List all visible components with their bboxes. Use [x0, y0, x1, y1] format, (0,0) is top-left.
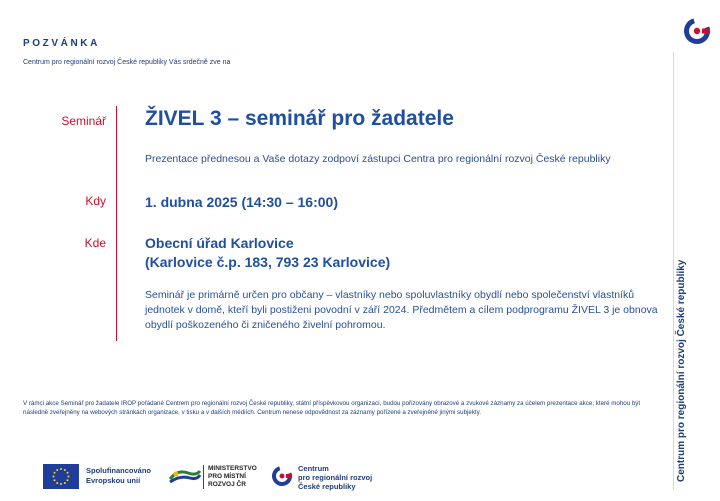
header-title: POZVÁNKA [23, 38, 100, 49]
disclaimer-text: V rámci akce Seminář pro žadatele IROP pořádané Centrem pro regionální rozvoj České republiky, státní příspěvkovou organizací, budou pořizovány obrazové a zvukové záznamy za účelem prezentace akce, které mohou být následně zveřejněny na webových stránkách organizace, v tisku a v dalších médiích. Centrum nenese odpovědnost za záznamy pořízené a zveřejněné jinými subjekty. [23, 400, 641, 416]
crr-line3: České republiky [298, 482, 356, 491]
mmr-line1: MINISTERSTVO [208, 465, 257, 472]
crr-logo-icon [683, 17, 711, 45]
event-date: 1. dubna 2025 (14:30 – 16:00) [145, 194, 338, 210]
event-description: Seminář je primárně určen pro občany – vlastníky nebo spoluvlastníky obydlí nebo společenství vlastníků jednotek v domě, kteří byli postiženi povodní v září 2024. Předmětem a cílem podprogramu ŽIVEL 3 je obnova obydlí poškozeného či zničeného živelní pohromou. [145, 289, 658, 331]
label-seminar: Seminář [61, 114, 106, 128]
mmr-line2: PRO MÍSTNÍ [208, 473, 246, 480]
eu-text-line2: Evropskou unií [86, 476, 141, 485]
place-address: (Karlovice č.p. 183, 793 23 Karlovice) [145, 254, 391, 270]
mmr-logo-icon [168, 467, 202, 485]
mmr-text [208, 465, 257, 489]
mmr-divider [203, 465, 204, 489]
footer-logos [0, 461, 670, 491]
event-intro: Prezentace přednesou a Vaše dotazy zodpoví zástupci Centra pro regionální rozvoj České republiky [145, 153, 611, 165]
place-name: Obecní úřad Karlovice [145, 235, 294, 251]
mmr-line3: ROZVOJ ČR [208, 481, 246, 488]
red-divider [116, 106, 117, 341]
event-title: ŽIVEL 3 – seminář pro žadatele [145, 107, 454, 130]
crr-line1: Centrum [298, 464, 329, 473]
label-when: Kdy [85, 194, 106, 208]
crr-line2: pro regionální rozvoj [298, 473, 373, 482]
eu-cofunding-text [86, 466, 151, 486]
eu-flag-icon [43, 464, 79, 489]
right-divider [673, 52, 674, 490]
crr-footer-logo-icon [271, 465, 293, 487]
header-subtitle: Centrum pro regionální rozvoj České republiky Vás srdečně zve na [23, 59, 231, 66]
eu-text-line1: Spolufinancováno [86, 466, 152, 475]
event-place [145, 234, 390, 272]
label-where: Kde [84, 236, 106, 250]
crr-text [298, 464, 372, 491]
vertical-org-name: Centrum pro regionální rozvoj České republiky [676, 259, 687, 482]
